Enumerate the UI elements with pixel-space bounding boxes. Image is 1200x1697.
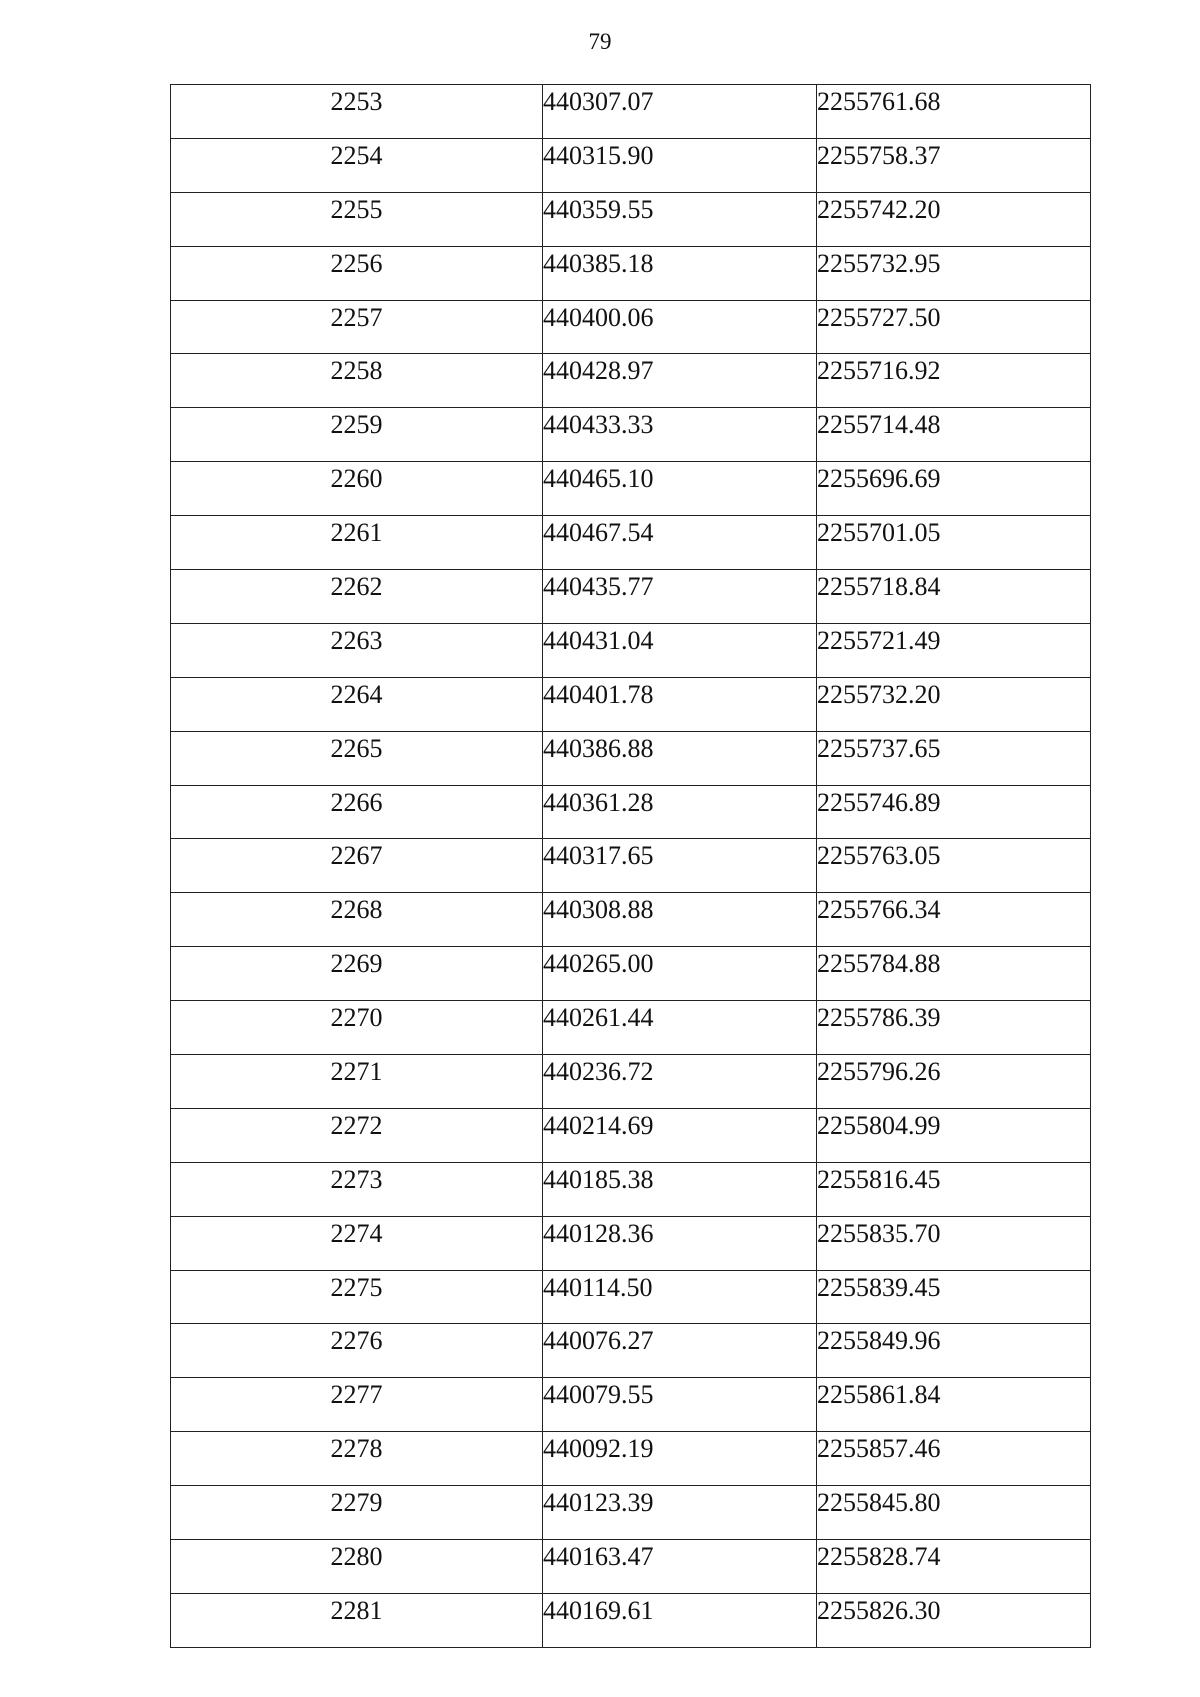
cell-text: 2255742.20 [817,194,941,224]
cell-text: 2264 [330,679,383,709]
cell-text: 2255766.34 [817,895,941,925]
point-id-cell [171,192,543,246]
y-coordinate-cell [817,1540,1091,1594]
cell-text: 440361.28 [543,787,654,817]
cell-text: 2274 [330,1218,383,1248]
point-id-cell [171,893,543,947]
x-coordinate-cell [543,138,817,192]
cell-text: 2255845.80 [817,1488,941,1518]
y-coordinate-cell [817,947,1091,1001]
cell-text: 2255718.84 [817,572,941,602]
cell-text: 2253 [330,87,383,116]
cell-text: 440079.55 [543,1380,654,1410]
y-coordinate-cell [817,1486,1091,1540]
x-coordinate-cell [543,1540,817,1594]
table-row [171,1162,1091,1216]
table-row [171,623,1091,677]
cell-text: 2255737.65 [817,733,941,763]
table-row [171,192,1091,246]
cell-text: 2269 [330,949,383,979]
cell-text: 2277 [330,1380,383,1410]
point-id-cell [171,1162,543,1216]
point-id-cell [171,246,543,300]
table-row [171,1486,1091,1540]
cell-text: 2273 [330,1164,383,1194]
cell-text: 440401.78 [543,679,654,709]
x-coordinate-cell [543,85,817,139]
x-coordinate-cell [543,516,817,570]
x-coordinate-cell [543,839,817,893]
cell-text: 2276 [330,1326,383,1356]
y-coordinate-cell [817,246,1091,300]
cell-text: 440308.88 [543,895,654,925]
cell-text: 2260 [330,464,383,494]
point-id-cell [171,1593,543,1647]
y-coordinate-cell [817,138,1091,192]
cell-text: 440214.69 [543,1110,654,1140]
cell-text: 2255758.37 [817,140,941,170]
point-id-cell [171,1324,543,1378]
point-id-cell [171,731,543,785]
cell-text: 2255796.26 [817,1057,941,1087]
y-coordinate-cell [817,1593,1091,1647]
cell-text: 2265 [330,733,383,763]
cell-text: 2255849.96 [817,1326,941,1356]
point-id-cell [171,1216,543,1270]
cell-text: 2278 [330,1434,383,1464]
cell-text: 2255857.46 [817,1434,941,1464]
table-row [171,677,1091,731]
point-id-cell [171,85,543,139]
point-id-cell [171,1055,543,1109]
point-id-cell [171,462,543,516]
y-coordinate-cell [817,354,1091,408]
y-coordinate-cell [817,462,1091,516]
cell-text: 440236.72 [543,1057,654,1087]
table-row [171,1593,1091,1647]
table-row [171,731,1091,785]
table-row [171,947,1091,1001]
cell-text: 2280 [330,1542,383,1572]
x-coordinate-cell [543,1324,817,1378]
table-row [171,408,1091,462]
y-coordinate-cell [817,1055,1091,1109]
x-coordinate-cell [543,1593,817,1647]
cell-text: 2255835.70 [817,1218,941,1248]
cell-text: 2255839.45 [817,1272,941,1302]
cell-text: 2270 [330,1003,383,1033]
cell-text: 2255721.49 [817,625,941,655]
y-coordinate-cell [817,677,1091,731]
y-coordinate-cell [817,1216,1091,1270]
cell-text: 440385.18 [543,248,654,278]
table-row [171,85,1091,139]
cell-text: 440076.27 [543,1326,654,1356]
cell-text: 440386.88 [543,733,654,763]
x-coordinate-cell [543,947,817,1001]
y-coordinate-cell [817,85,1091,139]
cell-text: 2255696.69 [817,464,941,494]
point-id-cell [171,839,543,893]
y-coordinate-cell [817,516,1091,570]
cell-text: 2275 [330,1272,383,1302]
table-row [171,785,1091,839]
cell-text: 2255826.30 [817,1595,941,1625]
cell-text: 440169.61 [543,1595,654,1625]
table-row [171,138,1091,192]
coordinates-table-body [171,85,1091,1648]
table-row [171,1216,1091,1270]
x-coordinate-cell [543,1378,817,1432]
cell-text: 2255701.05 [817,518,941,548]
x-coordinate-cell [543,1486,817,1540]
point-id-cell [171,1378,543,1432]
cell-text: 440261.44 [543,1003,654,1033]
point-id-cell [171,785,543,839]
cell-text: 440467.54 [543,518,654,548]
y-coordinate-cell [817,1001,1091,1055]
cell-text: 2255786.39 [817,1003,941,1033]
cell-text: 2255804.99 [817,1110,941,1140]
x-coordinate-cell [543,192,817,246]
cell-text: 2254 [330,140,383,170]
cell-text: 2279 [330,1488,383,1518]
cell-text: 2281 [330,1595,383,1625]
cell-text: 2259 [330,410,383,440]
y-coordinate-cell [817,1270,1091,1324]
table-row [171,1108,1091,1162]
cell-text: 440315.90 [543,140,654,170]
x-coordinate-cell [543,1216,817,1270]
x-coordinate-cell [543,354,817,408]
x-coordinate-cell [543,1055,817,1109]
cell-text: 2255732.95 [817,248,941,278]
x-coordinate-cell [543,408,817,462]
x-coordinate-cell [543,893,817,947]
cell-text: 2255727.50 [817,302,941,332]
cell-text: 2255761.68 [817,87,941,116]
point-id-cell [171,1432,543,1486]
y-coordinate-cell [817,570,1091,624]
point-id-cell [171,1270,543,1324]
x-coordinate-cell [543,300,817,354]
point-id-cell [171,1540,543,1594]
y-coordinate-cell [817,1432,1091,1486]
cell-text: 2255816.45 [817,1164,941,1194]
point-id-cell [171,1001,543,1055]
table-row [171,300,1091,354]
cell-text: 440163.47 [543,1542,654,1572]
cell-text: 2255828.74 [817,1542,941,1572]
y-coordinate-cell [817,893,1091,947]
y-coordinate-cell [817,785,1091,839]
point-id-cell [171,677,543,731]
cell-text: 2255784.88 [817,949,941,979]
table-row [171,354,1091,408]
cell-text: 440128.36 [543,1218,654,1248]
table-row [171,462,1091,516]
cell-text: 2272 [330,1110,383,1140]
x-coordinate-cell [543,1432,817,1486]
cell-text: 2271 [330,1057,383,1087]
point-id-cell [171,623,543,677]
cell-text: 440185.38 [543,1164,654,1194]
cell-text: 2255714.48 [817,410,941,440]
table-row [171,516,1091,570]
cell-text: 2255716.92 [817,356,941,386]
cell-text: 2257 [330,302,383,332]
point-id-cell [171,516,543,570]
x-coordinate-cell [543,246,817,300]
table-row [171,1540,1091,1594]
x-coordinate-cell [543,570,817,624]
cell-text: 440428.97 [543,356,654,386]
y-coordinate-cell [817,192,1091,246]
y-coordinate-cell [817,1378,1091,1432]
cell-text: 2255763.05 [817,841,941,871]
cell-text: 2261 [330,518,383,548]
point-id-cell [171,947,543,1001]
cell-text: 2266 [330,787,383,817]
table-row [171,570,1091,624]
x-coordinate-cell [543,731,817,785]
table-row [171,839,1091,893]
x-coordinate-cell [543,1162,817,1216]
table-row [171,1432,1091,1486]
cell-text: 440433.33 [543,410,654,440]
x-coordinate-cell [543,1001,817,1055]
x-coordinate-cell [543,1270,817,1324]
y-coordinate-cell [817,300,1091,354]
point-id-cell [171,1486,543,1540]
x-coordinate-cell [543,462,817,516]
cell-text: 2268 [330,895,383,925]
page-number: 79 [588,29,612,54]
point-id-cell [171,1108,543,1162]
table-row [171,1055,1091,1109]
table-row [171,1001,1091,1055]
x-coordinate-cell [543,785,817,839]
table-row [171,1270,1091,1324]
cell-text: 2258 [330,356,383,386]
cell-text: 2255732.20 [817,679,941,709]
cell-text: 2255861.84 [817,1380,941,1410]
point-id-cell [171,354,543,408]
cell-text: 2255746.89 [817,787,941,817]
cell-text: 2255 [330,194,383,224]
point-id-cell [171,138,543,192]
y-coordinate-cell [817,1324,1091,1378]
cell-text: 440435.77 [543,572,654,602]
y-coordinate-cell [817,623,1091,677]
point-id-cell [171,408,543,462]
cell-text: 440359.55 [543,194,654,224]
table-row [171,893,1091,947]
x-coordinate-cell [543,1108,817,1162]
y-coordinate-cell [817,408,1091,462]
y-coordinate-cell [817,1162,1091,1216]
point-id-cell [171,300,543,354]
cell-text: 2267 [330,841,383,871]
cell-text: 440465.10 [543,464,654,494]
cell-text: 440123.39 [543,1488,654,1518]
table-row [171,246,1091,300]
cell-text: 2263 [330,625,383,655]
table-row [171,1378,1091,1432]
cell-text: 440431.04 [543,625,654,655]
x-coordinate-cell [543,677,817,731]
cell-text: 2262 [330,572,383,602]
coordinates-table [170,84,1091,1648]
cell-text: 440092.19 [543,1434,654,1464]
cell-text: 2256 [330,248,383,278]
cell-text: 440265.00 [543,949,654,979]
cell-text: 440114.50 [543,1272,653,1302]
y-coordinate-cell [817,731,1091,785]
table-row [171,1324,1091,1378]
x-coordinate-cell [543,623,817,677]
y-coordinate-cell [817,1108,1091,1162]
cell-text: 440307.07 [543,87,654,116]
cell-text: 440317.65 [543,841,654,871]
cell-text: 440400.06 [543,302,654,332]
point-id-cell [171,570,543,624]
y-coordinate-cell [817,839,1091,893]
